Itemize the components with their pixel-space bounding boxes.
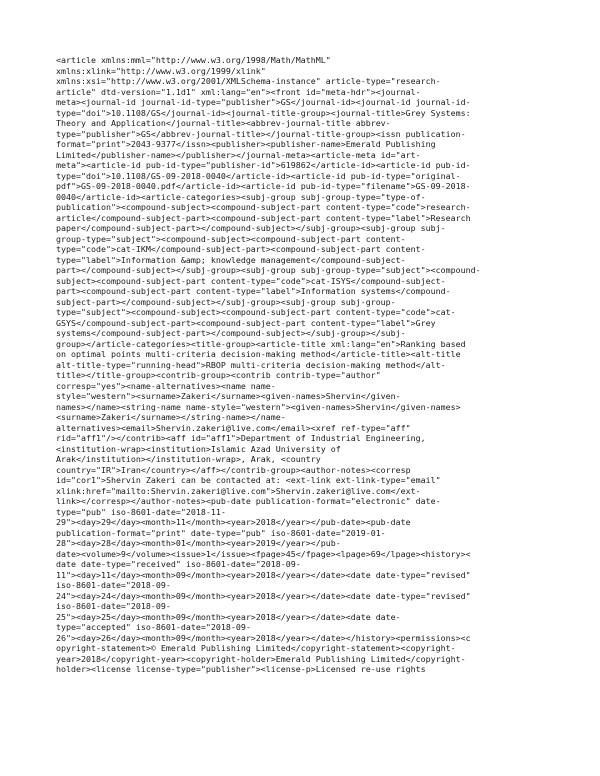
text-line: type="subject"><compound-subject><compound-subject-part content-type="code">cat- <box>56 307 456 317</box>
text-line: 11"><day>11</day><month>09</month><year>2018</year></date><date date-type="revised" <box>56 569 471 580</box>
text-line: rid="aff1"/></contrib><aff id="aff1">Department of Industrial Engineering, <box>56 433 426 443</box>
text-line: date><volume>9</volume><issue>1</issue><fpage>45</fpage><lpage>69</lpage><history>< <box>56 548 471 559</box>
text-line: type="publisher">GS</abbrev-journal-title></journal-title-group><issn publication- <box>56 128 466 139</box>
text-line: 26"><day>26</day><month>09</month><year>2018</year></date></history><permissions><c <box>56 632 471 643</box>
text-line: type="pub" iso-8601-date="2018-11- <box>56 506 226 517</box>
text-line: style="western"><surname>Zakeri</surname><given-names>Shervin</given- <box>56 391 401 401</box>
text-line: 29"><day>29</day><month>11</month><year>2018</year></pub-date><pub-date <box>56 517 411 527</box>
text-line: format="print">2043-9377</issn><publisher><publisher-name>Emerald Publishing <box>56 139 436 149</box>
text-line: holder><license license-type="publisher"><license-p>Licensed re-use rights <box>56 664 426 674</box>
text-line: type="doi">10.1108/GS</journal-id><journal-title-group><journal-title>Grey Systems: <box>56 107 471 118</box>
text-line: systems</compound-subject-part></compound-subject></subj-group></subj- <box>56 328 406 338</box>
text-line: on optimal points multi-criteria decision-making method</article-title><alt-title <box>56 349 461 359</box>
xml-source-text <box>56 55 560 675</box>
text-line: link></corresp></author-notes><pub-date publication-format="electronic" date- <box>56 496 441 506</box>
text-line: group></article-categories><title-group><article-title xml:lang="en">Ranking based <box>56 338 466 349</box>
text-line: paper</compound-subject-part></compound-subject></subj-group><subj-group subj- <box>56 223 446 233</box>
text-line: type="code">cat-IKM</compound-subject-part><compound-subject-part content- <box>56 244 426 254</box>
text-line: part></compound-subject></subj-group><subj-group subj-group-type="subject"><compound- <box>56 265 481 275</box>
text-line: group-type="subject"><compound-subject><compound-subject-part content- <box>56 233 406 244</box>
text-line: article" dtd-version="1.1d1" xml:lang="en"><front id="meta-hdr"><journal- <box>56 86 421 97</box>
text-line: subject><compound-subject-part content-type="code">cat-ISYS</compound-subject- <box>56 275 446 286</box>
text-line: article</compound-subject-part><compound-subject-part content-type="label">Research <box>56 212 471 223</box>
text-line: type="accepted" iso-8601-date="2018-09- <box>56 622 251 632</box>
text-line: 28"><day>28</day><month>01</month><year>2019</year></pub- <box>56 538 341 548</box>
text-line: 25"><day>25</day><month>09</month><year>2018</year></date><date date- <box>56 611 401 622</box>
text-line: 24"><day>24</day><month>09</month><year>2018</year></date><date date-type="revised" <box>56 590 471 601</box>
text-line: type="doi">10.1108/GS-09-2018-0040</article-id><article-id pub-id-type="original- <box>56 170 461 181</box>
text-line: iso-8601-date="2018-09- <box>56 580 171 590</box>
text-line: title></title-group><contrib-group><contrib contrib-type="author" <box>56 370 381 380</box>
text-line: part><compound-subject-part content-type="label">Information systems</compound- <box>56 286 451 296</box>
text-line: Limited</publisher-name></publisher></journal-meta><article-meta id="art- <box>56 149 421 160</box>
text-line: opyright-statement>© Emerald Publishing Limited</copyright-statement><copyright- <box>56 643 456 653</box>
text-line: pdf">GS-09-2018-0040.pdf</article-id><article-id pub-id-type="filename">GS-09-2018- <box>56 181 471 191</box>
text-line: subject-part></compound-subject></subj-group><subj-group subj-group- <box>56 296 396 307</box>
text-line: year>2018</copyright-year><copyright-holder>Emerald Publishing Limited</copyright- <box>56 653 466 664</box>
text-line: publication-format="print" date-type="pub" iso-8601-date="2019-01- <box>56 527 386 538</box>
text-line: GSYS</compound-subject-part><compound-subject-part content-type="label">Grey <box>56 317 436 328</box>
text-line: Theory and Application</journal-title><abbrev-journal-title abbrev- <box>56 118 391 128</box>
text-line: <surname>Zakeri</surname></string-name></name- <box>56 412 286 422</box>
text-line: <institution-wrap><institution>Islamic Azad University of <box>56 443 341 454</box>
text-line: iso-8601-date="2018-09- <box>56 601 171 611</box>
text-line: alternatives><email>Shervin.zakeri@live.com</email><xref ref-type="aff" <box>56 422 411 433</box>
text-line: <article xmlns:mml="http://www.w3.org/1998/Math/MathML" <box>56 55 331 65</box>
text-line: publication"><compound-subject><compound-subject-part content-type="code">research- <box>56 202 471 212</box>
text-line: xmlns:xsi="http://www.w3.org/2001/XMLSchema-instance" article-type="research- <box>56 76 441 86</box>
text-line: xlink:href="mailto:Shervin.zakeri@live.com">Shervin.zakeri@live.com</ext- <box>56 485 421 496</box>
text-line: meta"><article-id pub-id-type="publisher-id">619862</article-id><article-id pub-id- <box>56 160 471 170</box>
text-line: names></name><string-name name-style="western"><given-names>Shervin</given-names> <box>56 401 461 412</box>
text-line: 0040</article-id><article-categories><subj-group subj-group-type="type-of- <box>56 191 426 202</box>
text-line: id="cor1">Shervin Zakeri can be contacted at: <ext-link ext-link-type="email" <box>56 475 441 485</box>
text-line: xmlns:xlink="http://www.w3.org/1999/xlink" <box>56 65 266 76</box>
text-line: date date-type="received" iso-8601-date="2018-09- <box>56 559 301 569</box>
text-line: meta><journal-id journal-id-type="publisher">GS</journal-id><journal-id journal-id- <box>56 97 471 107</box>
text-line: Arak</institution></institution-wrap>, Arak, <country <box>56 454 321 464</box>
text-line: type="label">Information &amp; knowledge management</compound-subject- <box>56 254 406 265</box>
text-line: alt-title-type="running-head">RBOP multi-criteria decision-making method</alt- <box>56 359 446 370</box>
text-line: corresp="yes"><name-alternatives><name name- <box>56 380 276 391</box>
text-line: country="IR">Iran</country></aff></contrib-group><author-notes><corresp <box>56 464 411 475</box>
